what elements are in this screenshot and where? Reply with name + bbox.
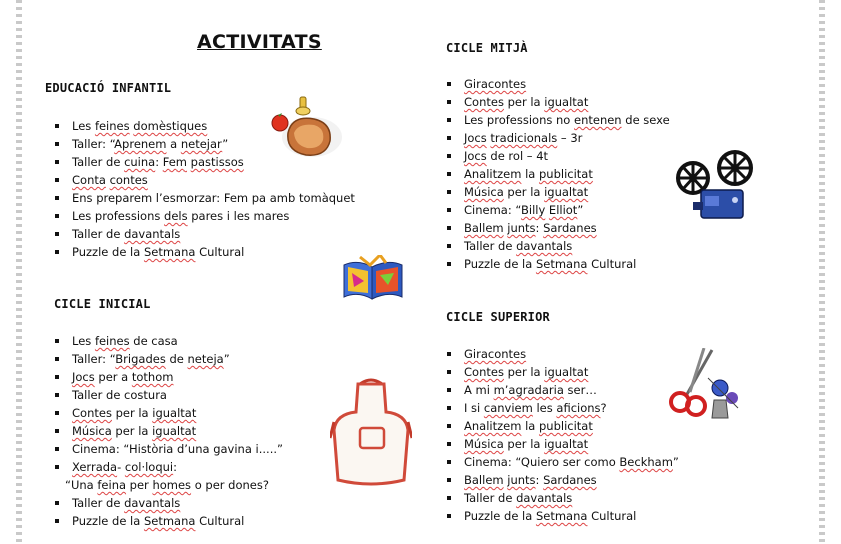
list-item: Cinema: “Història d’una gavina i.....” [53,440,283,458]
list-item: Giracontes [445,345,679,363]
list-item: Puzzle de la Setmana Cultural [53,243,355,261]
list-item: Taller: “Brigades de neteja” [53,350,283,368]
list-item: Puzzle de la Setmana Cultural [445,507,679,525]
list-item: Taller: “Aprenem a netejar” [53,135,355,153]
list-item: Contes per la igualtat [53,404,283,422]
list-item: Ens preparem l’esmorzar: Fem pa amb tomàquet [53,189,355,207]
list-item: Puzzle de la Setmana Cultural [445,255,670,273]
cooking-clipart [270,93,350,168]
list-item: Jocs de rol – 4t [445,147,670,165]
list-item: A mi m’agradaria ser… [445,381,679,399]
list-item: Les professions dels pares i les mares [53,207,355,225]
page-title: ACTIVITATS [197,31,322,53]
list-item: I si canviem les aficions? [445,399,679,417]
page-border-right [819,0,825,544]
list-item: Cinema: “Quiero ser como Beckham” [445,453,679,471]
heading-cicle-superior: CICLE SUPERIOR [446,310,550,324]
list-item: Música per la igualtat [445,183,670,201]
list-cicle-inicial [53,332,283,530]
list-item: Jocs tradicionals – 3r [445,129,670,147]
heading-cicle-inicial: CICLE INICIAL [54,297,151,311]
list-item: Xerrada- col·loqui: [53,458,283,476]
list-item: Giracontes [445,75,670,93]
list-item: Contes per la igualtat [445,93,670,111]
list-item: Taller de davantals [53,494,283,512]
list-item: Les feines de casa [53,332,283,350]
list-item: Analitzem la publicitat [445,417,679,435]
list-item: Taller de davantals [445,237,670,255]
list-item: “Una feina per homes o per dones? [65,478,269,492]
list-item: Contes per la igualtat [445,363,679,381]
list-item: Conta contes [53,171,355,189]
list-item: Taller de cuina: Fem pastissos [53,153,355,171]
list-item: Ballem junts: Sardanes [445,219,670,237]
list-item: Jocs per a tothom [53,368,283,386]
list-item: Música per la igualtat [53,422,283,440]
list-item: Analitzem la publicitat [445,165,670,183]
list-item: Les feines domèstiques [53,117,355,135]
apron-clipart [330,378,412,488]
scissors-sewing-clipart [660,348,740,420]
list-item: Ballem junts: Sardanes [445,471,679,489]
list-item: Puzzle de la Setmana Cultural [53,512,283,530]
list-cicle-superior [445,345,679,525]
list-item: Taller de davantals [53,225,355,243]
list-item: Taller de davantals [445,489,679,507]
film-projector-clipart [675,148,757,222]
list-item: Cinema: “Billy Elliot” [445,201,670,219]
list-cicle-mitja [445,75,670,273]
heading-cicle-mitja: CICLE MITJÀ [446,41,528,55]
book-clipart [340,255,406,303]
list-item: Les professions no entenen de sexe [445,111,670,129]
heading-educacio-infantil: EDUCACIÓ INFANTIL [45,81,172,95]
list-item: Música per la igualtat [445,435,679,453]
page-border-left [16,0,22,544]
list-item: Taller de costura [53,386,283,404]
